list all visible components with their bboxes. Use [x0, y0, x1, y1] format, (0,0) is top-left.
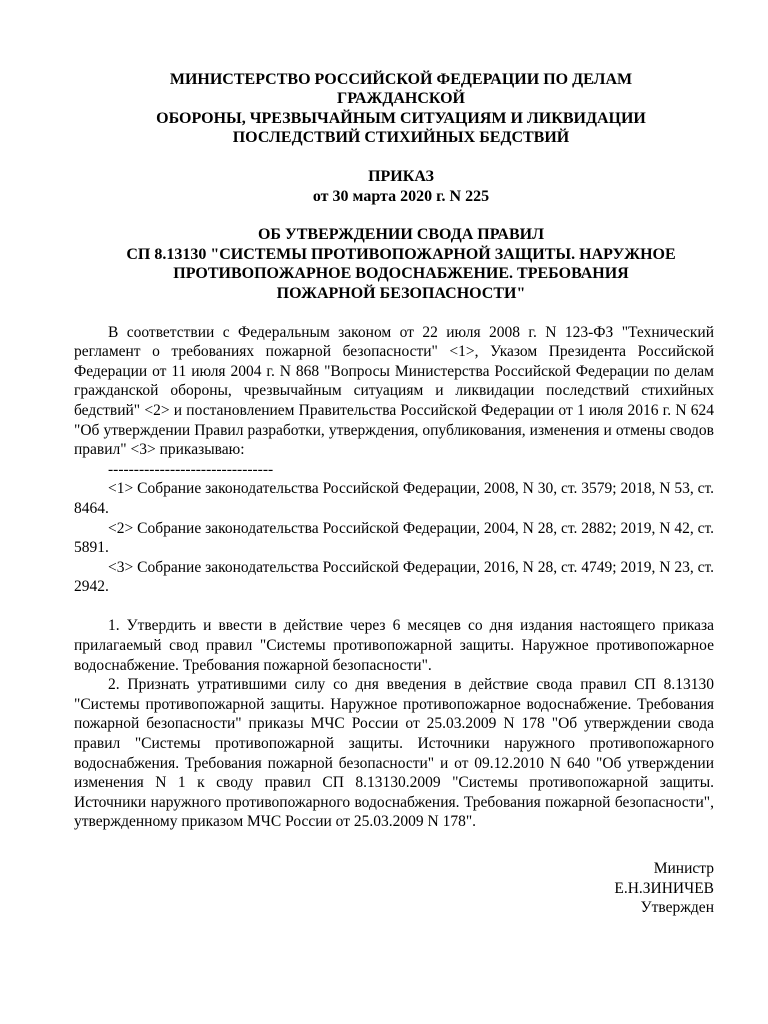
ministry-line-1: МИНИСТЕРСТВО РОССИЙСКОЙ ФЕДЕРАЦИИ ПО ДЕЛАМ	[169, 71, 633, 88]
ministry-line-3: ОБОРОНЫ, ЧРЕЗВЫЧАЙНЫМ СИТУАЦИЯМ И ЛИКВИДАЦИИ	[156, 109, 646, 127]
spacer	[96, 148, 706, 168]
footnote-1: <1> Собрание законодательства Российской Федерации, 2008, N 30, ст. 3579; 2018, N 53, ст. 8464.	[74, 480, 714, 517]
order-title: ПРИКАЗ	[368, 168, 434, 186]
ministry-line-2: ГРАЖДАНСКОЙ	[337, 90, 465, 108]
signature-position: Министр	[653, 859, 714, 877]
order-item-2: 2. Признать утратившими силу со дня введения в действие свода правил СП 8.13130 "Системы противопожарной защиты. Наружное противопожарное водоснабжение. Требования пожарной безопасности" приказы МЧС России от 25.03.2009 N 178 "Об утверждении свода правил "Системы противопожарной защиты. Источники наружного противопожарного водоснабжения. Требования пожарной безопасности" и от 09.12.2010 N 640 "Об утверждении изменения N 1 к своду правил СП 8.13130.2009 "Системы противопожарной защиты. Источники наружного противопожарного водоснабжения. Требования пожарной безопасности", утвержденному приказом МЧС России от 25.03.2009 N 178".	[74, 676, 714, 831]
subject-line-4: ПОЖАРНОЙ БЕЗОПАСНОСТИ"	[276, 284, 526, 302]
spacer	[74, 303, 714, 323]
ministry-line-4: ПОСЛЕДСТВИЙ СТИХИЙНЫХ БЕДСТВИЙ	[232, 129, 570, 147]
footnote-separator: --------------------------------	[108, 460, 274, 478]
approved-label: Утвержден	[640, 899, 714, 917]
signature-block	[74, 859, 714, 918]
subject-line-3: ПРОТИВОПОЖАРНОЕ ВОДОСНАБЖЕНИЕ. ТРЕБОВАНИЯ	[173, 265, 629, 283]
order-item-1: 1. Утвердить и ввести в действие через 6 месяцев со дня издания настоящего приказа прилагаемый свод правил "Системы противопожарной защиты. Наружное противопожарное водоснабжение. Требования пожарной безопасности".	[74, 617, 714, 674]
document-header	[74, 70, 714, 303]
subject-line-2: СП 8.13130 "СИСТЕМЫ ПРОТИВОПОЖАРНОЙ ЗАЩИТЫ. НАРУЖНОЕ	[126, 245, 676, 263]
document-page	[74, 70, 714, 918]
spacer	[74, 597, 714, 617]
order-date: от 30 марта 2020 г. N 225	[312, 187, 490, 205]
signature-name: Е.Н.ЗИНИЧЕВ	[614, 879, 714, 897]
spacer	[96, 206, 706, 226]
footnote-3: <3> Собрание законодательства Российской Федерации, 2016, N 28, ст. 4749; 2019, N 23, ст. 2942.	[74, 558, 714, 596]
subject-line-1: ОБ УТВЕРЖДЕНИИ СВОДА ПРАВИЛ	[257, 226, 545, 244]
footnote-2: <2> Собрание законодательства Российской Федерации, 2004, N 28, ст. 2882; 2019, N 42, ст. 5891.	[74, 519, 714, 557]
preamble-paragraph: В соответствии с Федеральным законом от 22 июля 2008 г. N 123-ФЗ "Технический регламент о требованиях пожарной безопасности" <1>, Указом Президента Российской Федерации от 11 июля 2004 г. N 868 "Вопросы Министерства Российской Федерации по делам гражданской обороны, чрезвычайным ситуациям и ликвидации последствий стихийных бедствий" <2> и постановлением Правительства Российской Федерации от 1 июля 2016 г. N 624 "Об утверждении Правил разработки, утверждения, опубликования, изменения и отмены сводов правил" <3> приказываю:	[74, 323, 714, 459]
